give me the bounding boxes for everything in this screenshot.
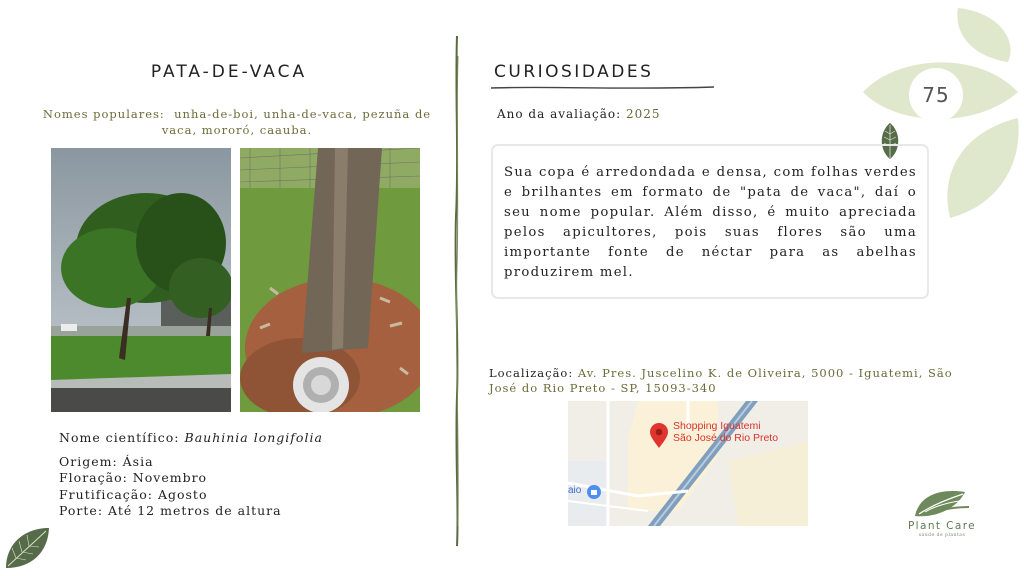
fruiting: Frutificação: Agosto [59, 486, 208, 502]
plant-care-logo-icon [913, 486, 971, 520]
vertical-divider [452, 36, 462, 546]
popular-names [32, 106, 442, 138]
curiosities-box [491, 144, 929, 299]
map-place-line2: São José do Rio Preto [673, 432, 779, 444]
scientific-name: Bauhinia longifolia [184, 430, 323, 445]
location-address: Av. Pres. Juscelino K. de Oliveira, 5000 - Iguatemi, São José do Rio Preto - SP, 15093-340 [489, 366, 953, 395]
brand-name: Plant Care [907, 520, 977, 532]
heading-underline [490, 85, 715, 91]
plant-title: PATA-DE-VACA [150, 62, 308, 82]
flowering: Floração: Novembro [59, 470, 208, 485]
curiosities-heading: CURIOSIDADES [494, 62, 654, 82]
trunk-photo [240, 148, 420, 412]
size: Porte: Até 12 metros de altura [59, 503, 282, 518]
map-place-label [673, 420, 778, 444]
leaf-icon [2, 524, 52, 572]
tree-photo [51, 148, 231, 412]
origin: Origem: Ásia [59, 453, 154, 469]
page-number: 75 [909, 68, 963, 122]
curiosities-text: Sua copa é arredondada e densa, com folhas verdes e brilhantes em formato de "pata de vaca", daí o seu nome popular. Além disso, é muito apreciada pelos apicultores, pois suas flores são uma importante fonte de néctar para as abelhas produzirem mel. [504, 165, 917, 280]
location-label: Localização: [489, 366, 574, 380]
map-fragment-label: aio [568, 485, 582, 496]
popular-names-label: Nomes populares: [42, 107, 165, 121]
evaluation-year-value: 2025 [625, 107, 661, 121]
scientific-name-row [59, 430, 323, 447]
scientific-name-label: Nome científico: [59, 430, 180, 445]
map-place-line1: Shopping Iguatemi [673, 420, 761, 432]
brand-tagline: saúde de plantas [918, 533, 966, 538]
plant-facts [59, 430, 323, 520]
location-map[interactable] [568, 401, 808, 526]
popular-names-value: unha-de-boi, unha-de-vaca, pezuña de vaca, mororó, caauba. [161, 107, 432, 137]
location [489, 366, 979, 396]
evaluation-year-label: Ano da avaliação: [497, 107, 622, 121]
evaluation-year [497, 107, 661, 121]
